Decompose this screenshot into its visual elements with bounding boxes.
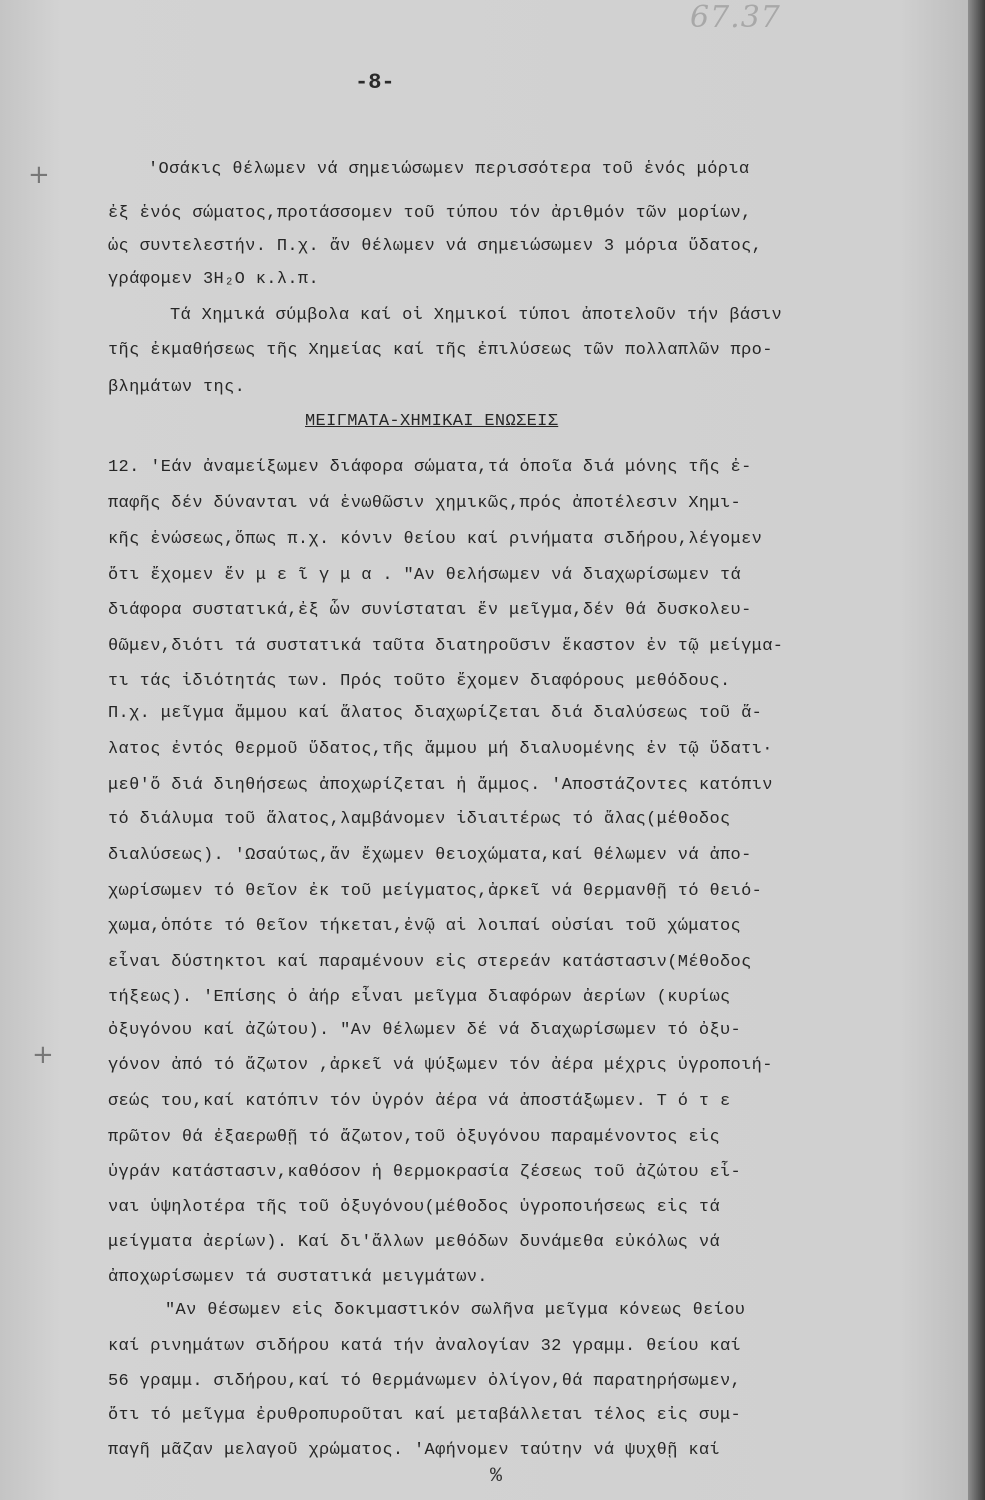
text-line: καί ρινημάτων σιδήρου κατά τήν ἀναλογίαν 32 γραμμ. θείου καί bbox=[108, 1337, 742, 1356]
text-line: μεθ'ὅ διά διηθήσεως ἀποχωρίζεται ἡ ἄμμος. 'Αποστάζοντες κατόπιν bbox=[108, 776, 773, 795]
margin-mark-bottom: + bbox=[32, 1040, 54, 1070]
text-line: εἶναι δύστηκτοι καί παραμένουν εἰς στερεάν κατάστασιν(Μέθοδος bbox=[108, 953, 752, 972]
section-heading: ΜΕΙΓΜΑΤΑ-ΧΗΜΙΚΑΙ ΕΝΩΣΕΙΣ bbox=[305, 412, 559, 431]
text-line: 'Οσάκις θέλωμεν νά σημειώσωμεν περισσότερα τοῦ ἑνός μόρια bbox=[148, 160, 750, 179]
text-line: διάφορα συστατικά,ἐξ ὧν συνίσταται ἕν μεῖγμα,δέν θά δυσκολευ- bbox=[108, 601, 752, 620]
text-line: "Αν θέσωμεν εἰς δοκιμαστικόν σωλῆνα μεῖγμα κόνεως θείου bbox=[165, 1301, 746, 1320]
text-line: 56 γραμμ. σιδήρου,καί τό θερμάνωμεν ὀλίγον,θά παρατηρήσωμεν, bbox=[108, 1372, 742, 1391]
page-number: -8- bbox=[355, 70, 395, 95]
catalog-mark: 67.37 bbox=[690, 0, 781, 35]
text-line: χωμα,ὁπότε τό θεῖον τήκεται,ἐνῷ αἱ λοιπαί οὐσίαι τοῦ χώματος bbox=[108, 917, 742, 936]
text-line: ὑγράν κατάστασιν,καθόσον ἡ θερμοκρασία ζέσεως τοῦ ἀζώτου εἶ- bbox=[108, 1163, 742, 1182]
text-line: Π.χ. μεῖγμα ἄμμου καί ἅλατος διαχωρίζεται διά διαλύσεως τοῦ ἅ- bbox=[108, 704, 763, 723]
text-line: θῶμεν,διότι τά συστατικά ταῦτα διατηροῦσιν ἕκαστον ἐν τῷ μείγμα- bbox=[108, 637, 784, 656]
text-line: ὅτι τό μεῖγμα ἐρυθροπυροῦται καί μεταβάλλεται τέλος εἰς συμ- bbox=[108, 1406, 742, 1425]
text-line: χωρίσωμεν τό θεῖον ἐκ τοῦ μείγματος,ἀρκεῖ νά θερμανθῇ τό θειό- bbox=[108, 882, 763, 901]
text-line: ἀποχωρίσωμεν τά συστατικά μειγμάτων. bbox=[108, 1268, 488, 1287]
footer-mark: % bbox=[490, 1465, 503, 1488]
text-line: γόνον ἀπό τό ἄζωτον ,ἀρκεῖ νά ψύξωμεν τόν ἀέρα μέχρις ὑγροποιή- bbox=[108, 1056, 773, 1075]
text-line: ὀξυγόνου καί ἀζώτου). "Αν θέλωμεν δέ νά διαχωρίσωμεν τό ὀξυ- bbox=[108, 1021, 742, 1040]
text-line: Τά Χημικά σύμβολα καί οἱ Χημικοί τύποι ἀποτελοῦν τήν βάσιν bbox=[170, 306, 782, 325]
text-line: ἐξ ἑνός σώματος,προτάσσομεν τοῦ τύπου τόν ἀριθμόν τῶν μορίων, bbox=[108, 204, 752, 223]
text-line: τήξεως). 'Επίσης ὁ ἀήρ εἶναι μεῖγμα διαφόρων ἀερίων (κυρίως bbox=[108, 988, 731, 1007]
page-edge-shadow bbox=[968, 0, 985, 1500]
text-line: παγῆ μᾶζαν μελαγοῦ χρώματος. 'Αφήνομεν ταύτην νά ψυχθῇ καί bbox=[108, 1441, 720, 1460]
text-line: ὡς συντελεστήν. Π.χ. ἄν θέλωμεν νά σημειώσωμεν 3 μόρια ὕδατος, bbox=[108, 237, 763, 256]
text-line: παφῆς δέν δύνανται νά ἑνωθῶσιν χημικῶς,πρός ἀποτέλεσιν Χημι- bbox=[108, 494, 742, 513]
text-line: τῆς ἐκμαθήσεως τῆς Χημείας καί τῆς ἐπιλύσεως τῶν πολλαπλῶν προ- bbox=[108, 341, 773, 360]
text-line: διαλύσεως). 'Ωσαύτως,ἄν ἔχωμεν θειοχώματα,καί θέλωμεν νά ἀπο- bbox=[108, 846, 752, 865]
text-line: σεώς του,καί κατόπιν τόν ὑγρόν ἀέρα νά ἀποστάξωμεν. Τ ό τ ε bbox=[108, 1092, 731, 1111]
text-line: κῆς ἑνώσεως,ὅπως π.χ. κόνιν θείου καί ρινήματα σιδήρου,λέγομεν bbox=[108, 530, 763, 549]
text-line: τι τάς ἰδιότητάς των. Πρός τοῦτο ἔχομεν διαφόρους μεθόδους. bbox=[108, 672, 731, 691]
text-line: τό διάλυμα τοῦ ἅλατος,λαμβάνομεν ἰδιαιτέρως τό ἅλας(μέθοδος bbox=[108, 810, 731, 829]
text-line: 12. 'Εάν ἀναμείξωμεν διάφορα σώματα,τά ὁποῖα διά μόνης τῆς ἐ- bbox=[108, 458, 752, 477]
text-line: ναι ὑψηλοτέρα τῆς τοῦ ὀξυγόνου(μέθοδος ὑγροποιήσεως εἰς τά bbox=[108, 1198, 720, 1217]
text-line: βλημάτων της. bbox=[108, 378, 246, 397]
margin-mark-top: + bbox=[28, 160, 50, 190]
text-line: ὅτι ἔχομεν ἕν μ ε ῖ γ μ α . "Αν θελήσωμεν νά διαχωρίσωμεν τά bbox=[108, 566, 742, 585]
text-line: λατος ἐντός θερμοῦ ὕδατος,τῆς ἄμμου μή διαλυομένης ἐν τῷ ὕδατι· bbox=[108, 740, 773, 759]
text-line: πρῶτον θά ἐξαερωθῇ τό ἄζωτον,τοῦ ὀξυγόνου παραμένοντος εἰς bbox=[108, 1128, 720, 1147]
text-line: μείγματα ἀερίων). Καί δι'ἄλλων μεθόδων δυνάμεθα εὐκόλως νά bbox=[108, 1233, 720, 1252]
text-line: γράφομεν 3H₂O κ.λ.π. bbox=[108, 270, 320, 289]
